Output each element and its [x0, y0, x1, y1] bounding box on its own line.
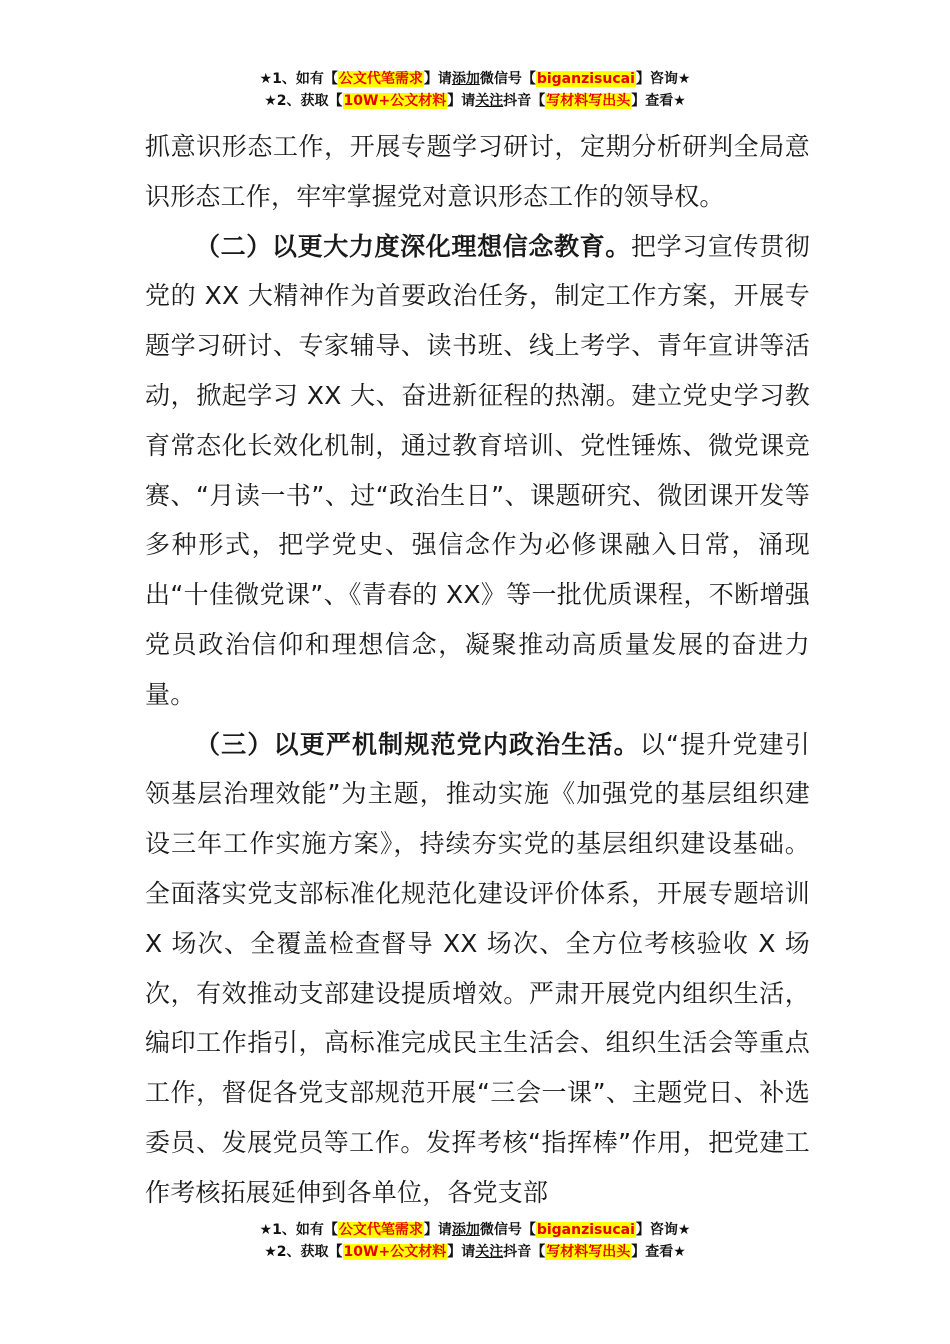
- banner-underlined-text: 添加: [451, 1222, 480, 1238]
- highlight-wechat-id: biganzisucai: [536, 71, 635, 87]
- star-icon: ★: [264, 1244, 277, 1260]
- footer-banner: [0, 1219, 950, 1263]
- banner-text: 】查看★: [631, 1244, 686, 1260]
- highlight-materials: 10W+公文材料: [343, 93, 447, 109]
- banner-text: 微信号【: [479, 71, 536, 87]
- highlight-douyin-account: 写材料写出头: [546, 93, 631, 109]
- highlight-wechat-id: biganzisucai: [536, 1222, 635, 1238]
- paragraph: [145, 222, 810, 720]
- banner-text: 】请: [447, 93, 476, 109]
- highlight-materials: 10W+公文材料: [343, 1244, 447, 1260]
- section-heading: （三）以更严机制规范党内政治生活。: [195, 729, 640, 759]
- banner-text: 】咨询★: [635, 71, 691, 87]
- section-heading: （二）以更大力度深化理想信念教育。: [195, 231, 631, 261]
- banner-text: 2、获取【: [276, 1244, 343, 1260]
- banner-text: 1、如有【: [272, 71, 338, 87]
- banner-text: 】查看★: [631, 93, 686, 109]
- header-banner: [0, 68, 950, 112]
- document-body: [145, 122, 810, 1218]
- banner-text: 】咨询★: [635, 1222, 691, 1238]
- banner-underlined-text: 关注: [475, 93, 504, 109]
- star-icon: ★: [264, 93, 277, 109]
- banner-line-1: [0, 1219, 950, 1241]
- star-icon: ★: [259, 71, 273, 87]
- highlight-douyin-account: 写材料写出头: [546, 1244, 631, 1260]
- banner-text: 2、获取【: [276, 93, 343, 109]
- paragraph: [145, 720, 810, 1218]
- paragraph-text: 以“提升党建引领基层治理效能”为主题，推动实施《加强党的基层组织建设三年工作实施方案》，持续夯实党的基层组织建设基础。全面落实党支部标准化规范化建设评价体系，开展专题培训 X 场次、全覆盖检查督导 XX 场次、全方位考核验收 X 场次，有效推动支部建设提质增效。严肃开展党内组织生活，编印工作指引，高标准完成民主生活会、组织生活会等重点工作，督促各党支部规范开展“三会一课”、主题党日、补选委员、发展党员等工作。发挥考核“指挥棒”作用，把党建工作考核拓展延伸到各单位，各党支部: [145, 729, 810, 1207]
- paragraph: [145, 122, 810, 222]
- banner-text: 】请: [447, 1244, 476, 1260]
- highlight-service: 公文代笔需求: [338, 1222, 423, 1238]
- paragraph-text: 把学习宣传贯彻党的 XX 大精神作为首要政治任务，制定工作方案，开展专题学习研讨、专家辅导、读书班、线上考学、青年宣讲等活动，掀起学习 XX 大、奋进新征程的热潮。建立党史学习教育常态化长效化机制，通过教育培训、党性锤炼、微党课竞赛、“月读一书”、过“政治生日”、课题研究、微团课开发等多种形式，把学党史、强信念作为必修课融入日常，涌现出“十佳微党课”、《青春的 XX》等一批优质课程，不断增强党员政治信仰和理想信念，凝聚推动高质量发展的奋进力量。: [145, 231, 810, 709]
- banner-underlined-text: 关注: [475, 1244, 504, 1260]
- banner-text: 】请: [423, 1222, 452, 1238]
- banner-line-2: [0, 90, 950, 112]
- star-icon: ★: [259, 1222, 273, 1238]
- highlight-service: 公文代笔需求: [338, 71, 423, 87]
- banner-text: 抖音【: [503, 93, 546, 109]
- banner-text: 1、如有【: [272, 1222, 338, 1238]
- banner-line-1: [0, 68, 950, 90]
- banner-line-2: [0, 1241, 950, 1263]
- banner-text: 抖音【: [503, 1244, 546, 1260]
- banner-underlined-text: 添加: [451, 71, 480, 87]
- paragraph-text: 抓意识形态工作，开展专题学习研讨，定期分析研判全局意识形态工作，牢牢掌握党对意识形态工作的领导权。: [145, 132, 810, 211]
- banner-text: 】请: [423, 71, 452, 87]
- banner-text: 微信号【: [479, 1222, 536, 1238]
